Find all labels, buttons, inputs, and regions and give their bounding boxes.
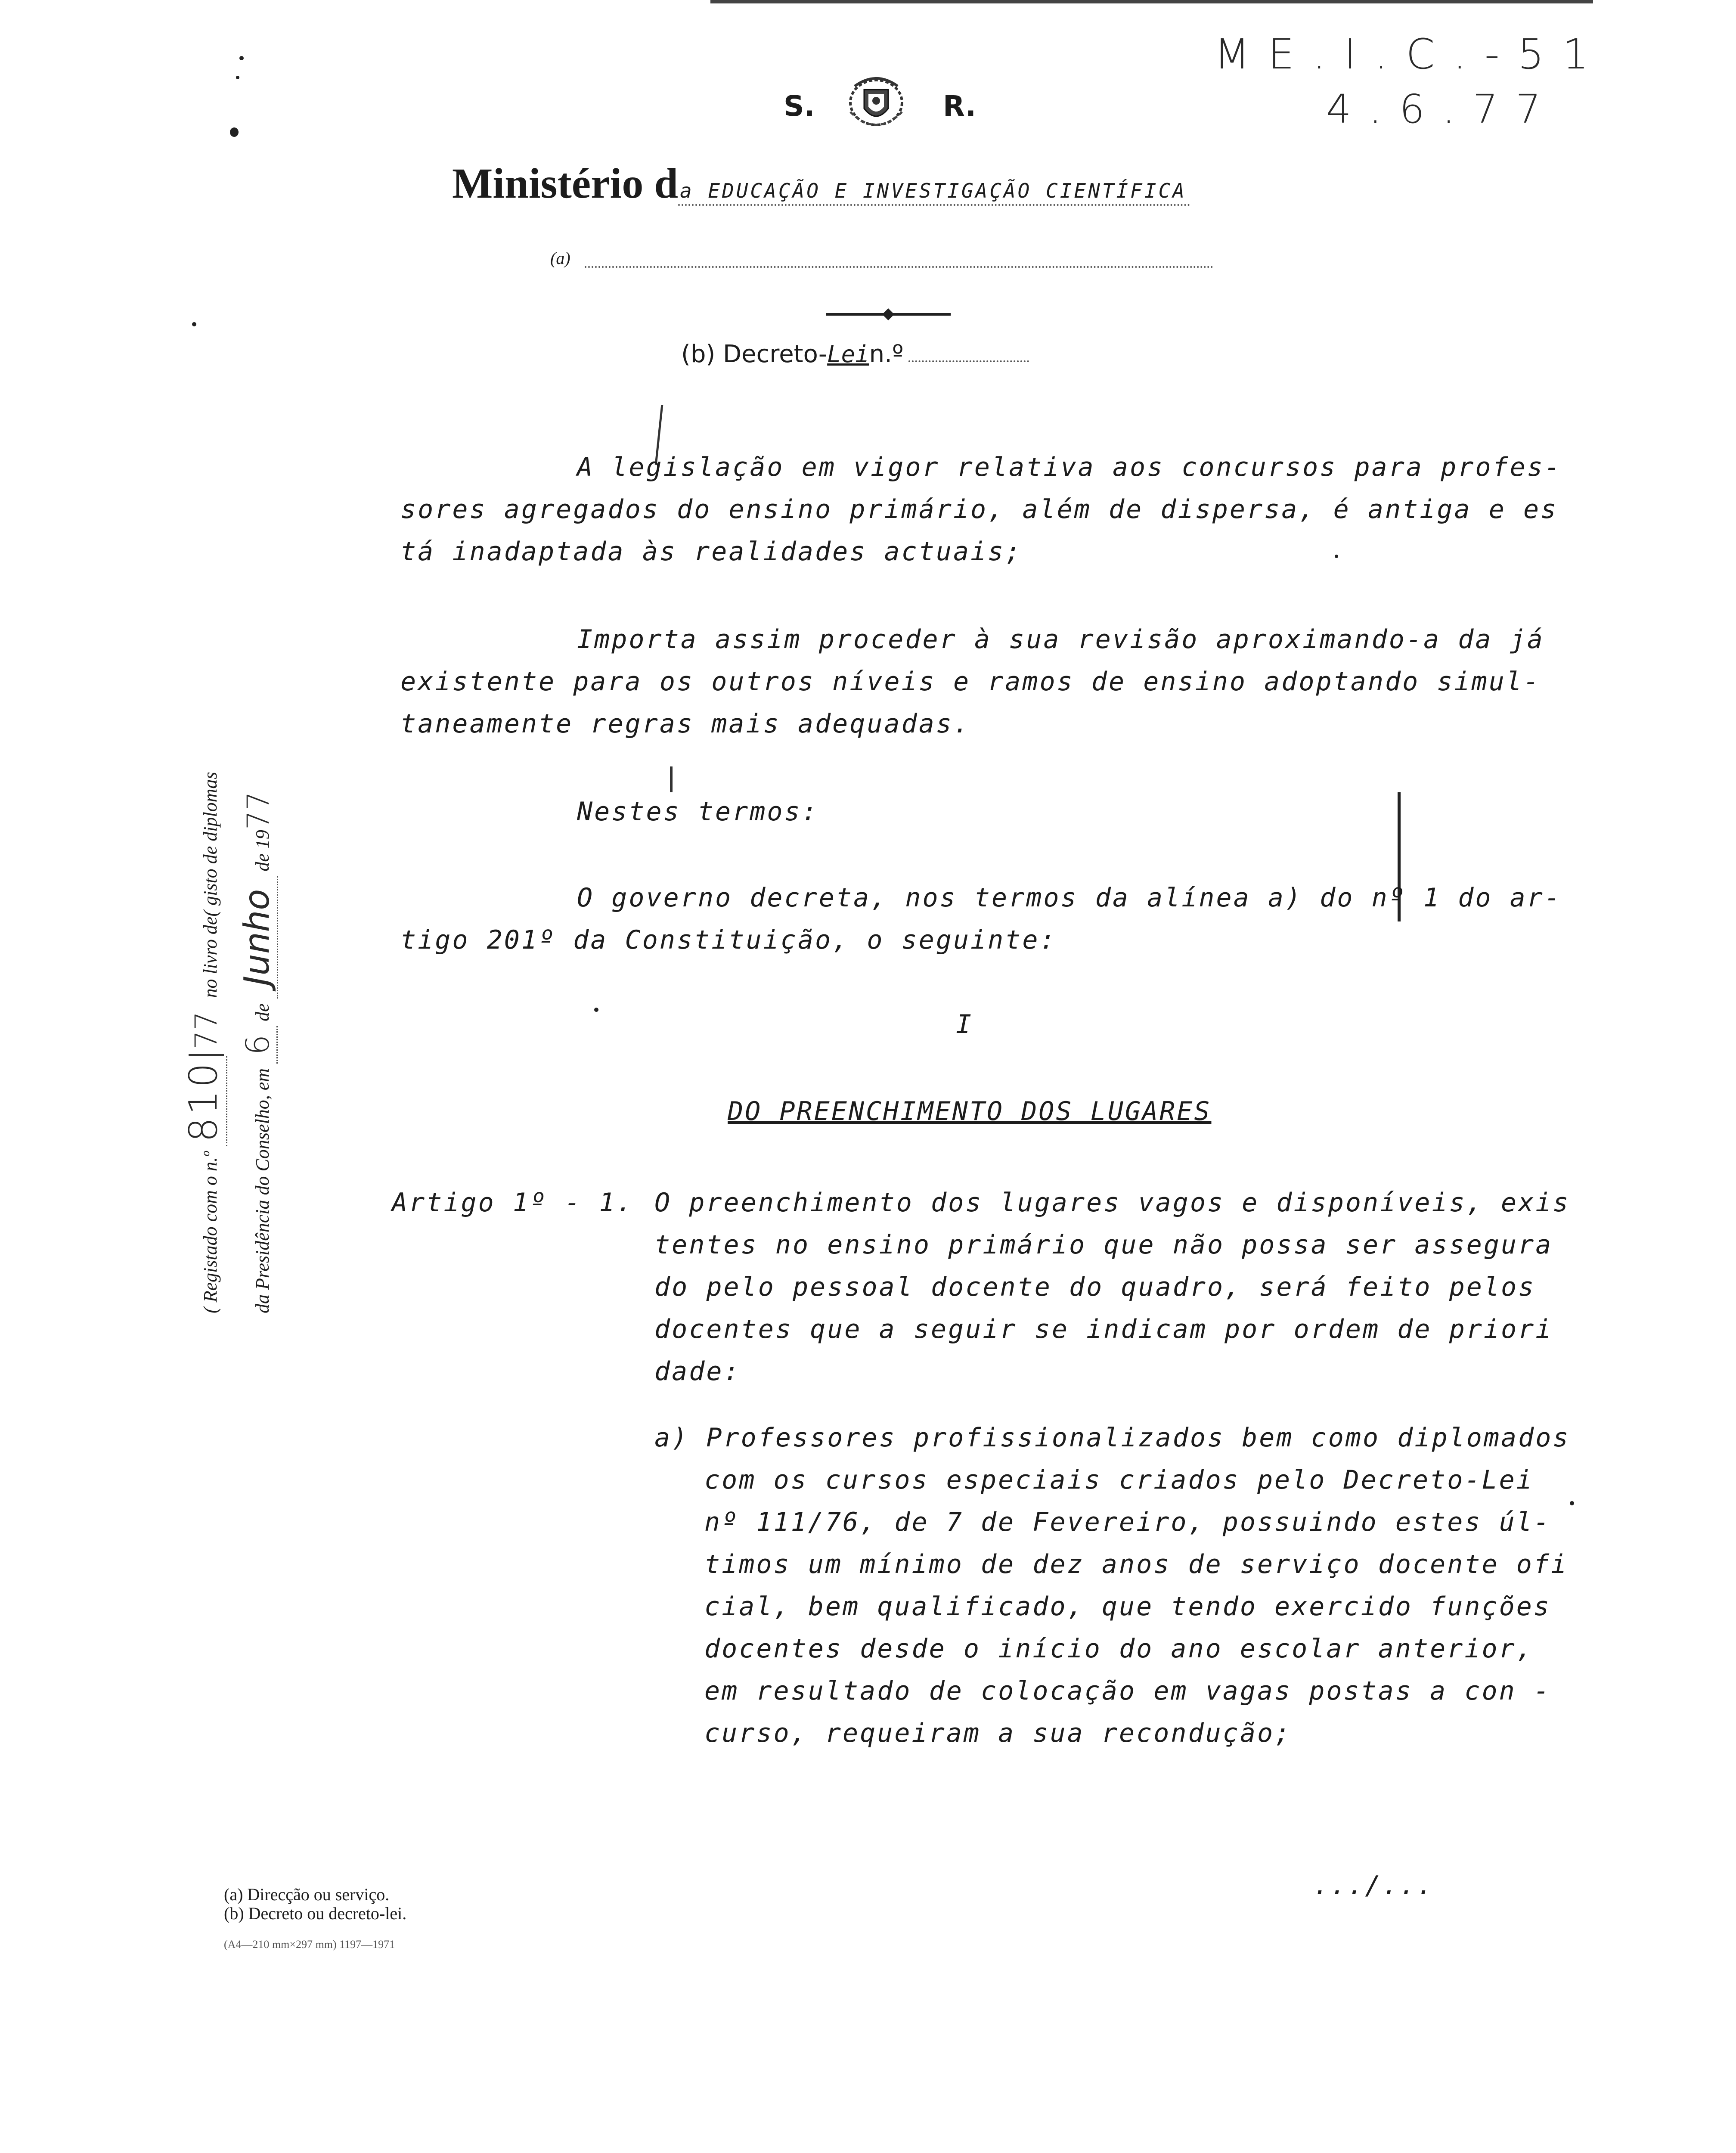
scan-speck [1570, 1501, 1574, 1505]
decree-line [681, 340, 1029, 368]
decree-label: (b) Decreto- [681, 340, 828, 368]
registration-day: 6 [239, 1026, 278, 1064]
item-line: curso, requeiram a sua recondução; [704, 1718, 1292, 1748]
footnote-a: (a) Direcção ou serviço. [224, 1885, 390, 1904]
item-line: com os cursos especiais criados pelo Decreto-Lei [704, 1465, 1534, 1495]
seal-right-letter: R. [943, 90, 976, 123]
presidency-row: da Presidência do Conselho, em 6 de Junho de 1977 [237, 791, 277, 1313]
decree-type-handwritten: Lei [827, 341, 869, 368]
reference-code: M E . I . C . - 5 1 [1214, 30, 1591, 78]
paragraph-line: tigo 201º da Constituição, o seguinte: [400, 925, 1057, 955]
registration-row [181, 772, 226, 1313]
ministry-prefix: Ministério d [452, 159, 678, 207]
preamble-paragraph-1 [400, 446, 1562, 573]
decree-number-fill [908, 360, 1029, 362]
coat-of-arms-icon [842, 73, 911, 129]
scan-speck [230, 127, 239, 137]
footnotes [224, 1885, 406, 1954]
form-code: (A4—210 mm×297 mm) 1197—1971 [224, 1938, 395, 1951]
article-label: Artigo 1º - 1. [392, 1188, 634, 1218]
article-1-item-a [654, 1417, 1570, 1754]
registration-book: no livro de( gisto de diplomas [200, 772, 221, 998]
article-line: O preenchimento dos lugares vagos e disponíveis, exis [654, 1188, 1570, 1218]
paragraph-line: sores agregados do ensino primário, além de dispersa, é antiga e es [400, 494, 1558, 524]
ministry-name: a EDUCAÇÃO E INVESTIGAÇÃO CIENTÍFICA [678, 179, 1190, 206]
registration-year: 77 [189, 1007, 224, 1056]
direction-line [550, 248, 570, 268]
paragraph-line: tá inadaptada às realidades actuais; [400, 537, 1023, 567]
item-line: nº 111/76, de 7 de Fevereiro, possuindo estes úl- [704, 1507, 1551, 1537]
item-line: docentes desde o início do ano escolar anterior, [704, 1634, 1534, 1664]
ministry-heading [452, 158, 1190, 208]
seal-left-letter: S. [784, 90, 815, 123]
registration-year-prefix: de 19 [252, 830, 273, 872]
registration-prefix: ( Registado com o n.º [200, 1151, 221, 1313]
direction-fill-line [585, 266, 1213, 268]
chapter-number: I [956, 1009, 973, 1039]
continuation-mark: .../... [1313, 1871, 1434, 1901]
direction-label: (a) [550, 248, 570, 268]
article-line: dade: [654, 1356, 741, 1387]
divider-ornament [826, 306, 951, 323]
item-line: em resultado de colocação em vagas postas a con - [704, 1676, 1551, 1706]
registration-year-handwritten: 77 [241, 791, 276, 830]
article-line: docentes que a seguir se indicam por ordem de priori [654, 1314, 1553, 1344]
article-line: tentes no ensino primário que não possa ser assegura [654, 1230, 1553, 1260]
registration-number: 810 [181, 1056, 227, 1147]
scan-speck [236, 76, 239, 79]
page-top-rule [710, 0, 1593, 3]
paragraph-line: Importa assim proceder à sua revisão aproximando-a da já [577, 624, 1544, 655]
decree-number-label: n.º [869, 340, 904, 368]
footnote-b: (b) Decreto ou decreto-lei. [224, 1904, 407, 1923]
preamble-paragraph-2 [400, 618, 1544, 745]
preamble-paragraph-3: Nestes termos: [577, 797, 819, 827]
registration-month: Junho [237, 876, 278, 999]
article-line: do pelo pessoal docente do quadro, será feito pelos [654, 1272, 1536, 1302]
paragraph-line: existente para os outros níveis e ramos de ensino adoptando simul- [400, 667, 1541, 697]
article-1-text [654, 1182, 1570, 1393]
pen-mark [670, 766, 673, 792]
scan-speck [239, 56, 244, 60]
paragraph-line: taneamente regras mais adequadas. [400, 709, 971, 739]
presidency-prefix: da Presidência do Conselho, em [252, 1068, 273, 1313]
paragraph-line: O governo decreta, nos termos da alínea a) do nº 1 do ar- [577, 883, 1562, 913]
reference-date: 4 . 6 . 7 7 [1326, 86, 1544, 132]
item-line: cial, bem qualificado, que tendo exercido funções [704, 1591, 1551, 1622]
item-line: timos um mínimo de dez anos de serviço docente ofi [704, 1549, 1569, 1579]
paragraph-line: A legislação em vigor relativa aos concursos para profes- [577, 452, 1562, 482]
item-line: a) Professores profissionalizados bem como diplomados [654, 1423, 1570, 1453]
chapter-title: DO PREENCHIMENTO DOS LUGARES [728, 1096, 1212, 1126]
scan-speck [594, 1008, 598, 1012]
enacting-paragraph [400, 877, 1562, 961]
republic-seal [784, 73, 982, 129]
scan-speck [192, 322, 196, 326]
